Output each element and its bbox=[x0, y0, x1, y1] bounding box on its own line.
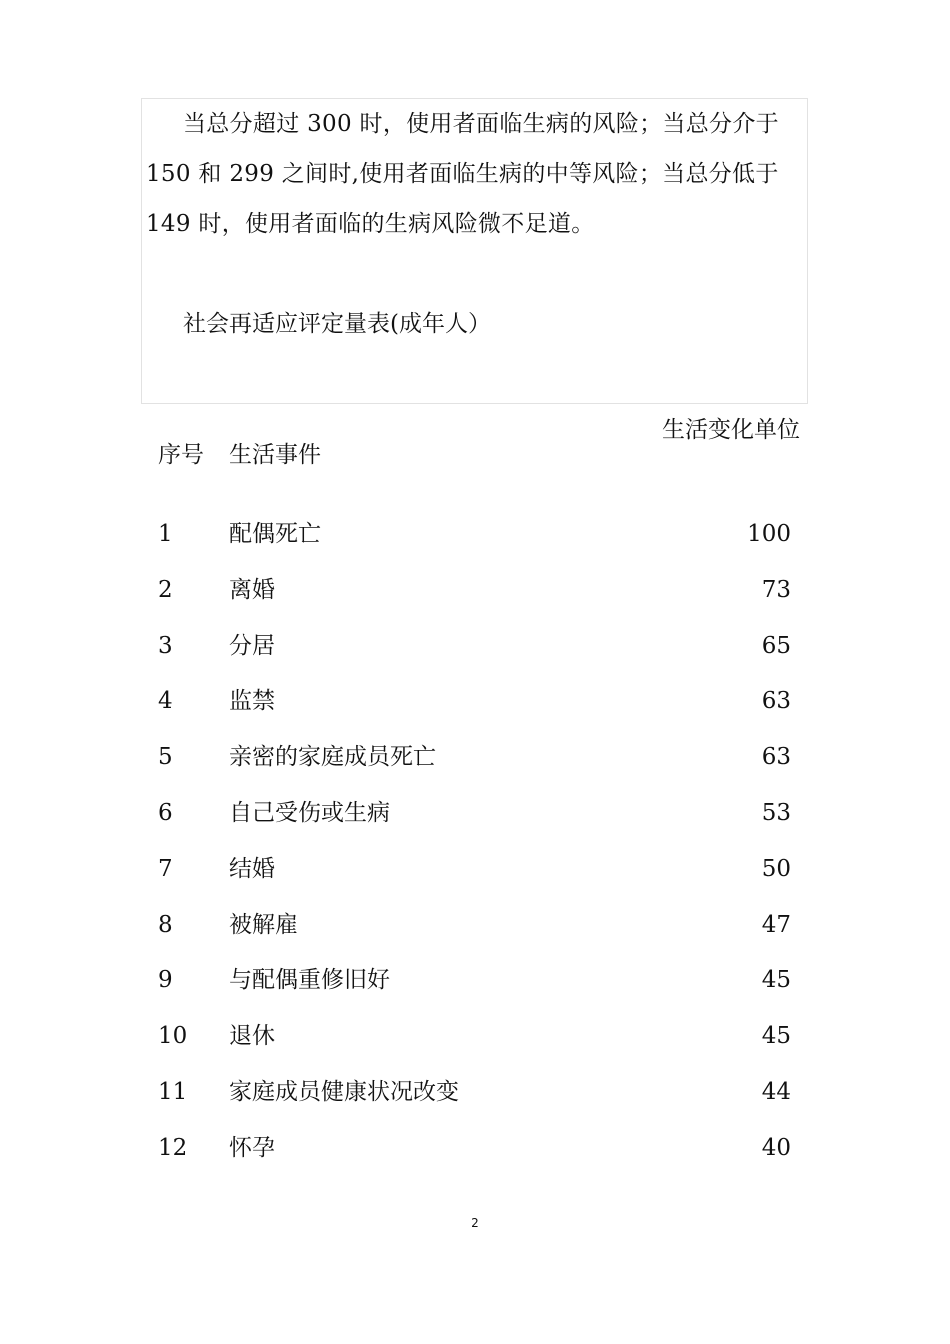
row-event: 监禁 bbox=[229, 688, 275, 715]
row-value: 63 bbox=[761, 688, 791, 715]
table-row bbox=[0, 562, 950, 618]
row-event: 退休 bbox=[229, 1023, 275, 1050]
row-value: 45 bbox=[761, 967, 791, 994]
row-seq: 7 bbox=[158, 855, 173, 882]
row-event: 怀孕 bbox=[229, 1134, 275, 1161]
table-row bbox=[0, 841, 950, 897]
row-event: 自己受伤或生病 bbox=[229, 799, 390, 826]
row-event: 离婚 bbox=[229, 576, 275, 603]
row-seq: 5 bbox=[158, 744, 173, 771]
row-event: 被解雇 bbox=[229, 911, 298, 938]
table-row bbox=[0, 897, 950, 953]
row-seq: 1 bbox=[158, 521, 173, 547]
row-value: 100 bbox=[747, 521, 791, 547]
table-row bbox=[0, 785, 950, 841]
row-value: 63 bbox=[761, 744, 791, 771]
row-value: 47 bbox=[761, 911, 791, 938]
row-seq: 8 bbox=[158, 911, 173, 938]
header-units: 生活变化单位 bbox=[662, 417, 800, 443]
row-value: 50 bbox=[761, 855, 791, 882]
row-event: 亲密的家庭成员死亡 bbox=[229, 744, 436, 771]
row-seq: 10 bbox=[158, 1023, 188, 1050]
row-seq: 9 bbox=[158, 967, 173, 994]
row-value: 73 bbox=[761, 576, 791, 603]
scale-title: 社会再适应评定量表(成年人） bbox=[183, 311, 491, 337]
row-value: 65 bbox=[761, 632, 791, 659]
table-row bbox=[0, 729, 950, 785]
table-row bbox=[0, 618, 950, 674]
intro-box bbox=[141, 98, 808, 404]
row-seq: 2 bbox=[158, 576, 173, 603]
row-value: 40 bbox=[761, 1134, 791, 1161]
table-row bbox=[0, 506, 950, 562]
header-event: 生活事件 bbox=[229, 442, 321, 468]
row-seq: 4 bbox=[158, 688, 173, 715]
row-value: 44 bbox=[761, 1078, 791, 1105]
row-event: 结婚 bbox=[229, 855, 275, 882]
header-seq: 序号 bbox=[158, 442, 204, 468]
page-number: 2 bbox=[471, 1216, 479, 1230]
row-seq: 12 bbox=[158, 1134, 188, 1161]
row-seq: 6 bbox=[158, 799, 173, 826]
row-event: 家庭成员健康状况改变 bbox=[229, 1078, 459, 1105]
row-value: 45 bbox=[761, 1023, 791, 1050]
table-row bbox=[0, 673, 950, 729]
row-seq: 3 bbox=[158, 632, 173, 659]
row-value: 53 bbox=[761, 799, 791, 826]
table-row bbox=[0, 1064, 950, 1120]
table-row bbox=[0, 1008, 950, 1064]
life-events-table bbox=[0, 506, 950, 1176]
row-event: 配偶死亡 bbox=[229, 521, 321, 547]
table-row bbox=[0, 1120, 950, 1176]
row-event: 分居 bbox=[229, 632, 275, 659]
risk-paragraph: 当总分超过 300 时，使用者面临生病的风险；当总分介于 150 和 299 之间时,使用者面临生病的中等风险；当总分低于 149 时，使用者面临的生病风险微不足道。 bbox=[146, 111, 779, 237]
row-event: 与配偶重修旧好 bbox=[229, 967, 390, 994]
row-seq: 11 bbox=[158, 1078, 188, 1105]
table-row bbox=[0, 952, 950, 1008]
